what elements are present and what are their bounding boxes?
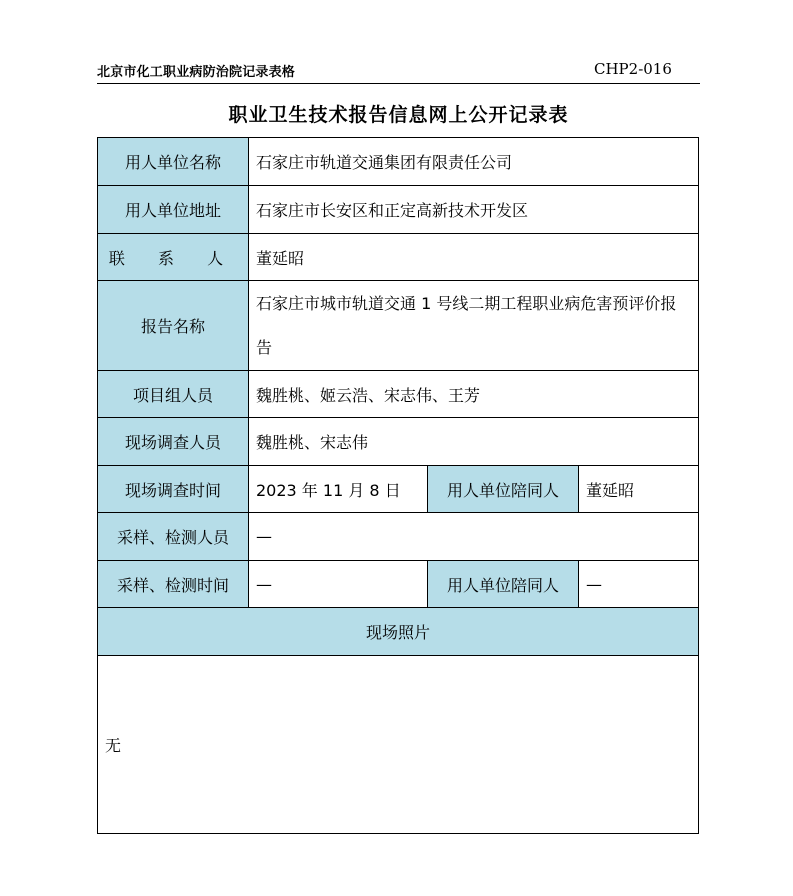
survey-time-value: 2023 年 11 月 8 日: [249, 466, 428, 513]
row-photos-header: [98, 608, 699, 656]
row-survey-time: [98, 466, 699, 513]
form-organization: 北京市化工职业病防治院记录表格: [97, 65, 296, 80]
photos-label: 现场照片: [98, 608, 699, 656]
row-sampling-time: [98, 561, 699, 608]
row-report-name: [98, 281, 699, 371]
header-divider: [97, 83, 700, 84]
contact-label: 联 系 人: [98, 234, 249, 281]
sampling-staff-label: 采样、检测人员: [98, 513, 249, 561]
row-survey-staff: [98, 418, 699, 466]
survey-time-label: 现场调查时间: [98, 466, 249, 513]
contact-value: 董延昭: [249, 234, 699, 281]
employer-name-value: 石家庄市轨道交通集团有限责任公司: [249, 138, 699, 186]
team-value: 魏胜桃、姬云浩、宋志伟、王芳: [249, 371, 699, 418]
row-employer-address: [98, 186, 699, 234]
sampling-staff-value: —: [249, 513, 699, 561]
sampling-companion-value: —: [579, 561, 699, 608]
employer-name-label: 用人单位名称: [98, 138, 249, 186]
row-team: [98, 371, 699, 418]
sampling-companion-label: 用人单位陪同人: [428, 561, 579, 608]
survey-staff-label: 现场调查人员: [98, 418, 249, 466]
row-photos-body: [98, 656, 699, 834]
document-title: 职业卫生技术报告信息网上公开记录表: [228, 104, 569, 126]
record-table: [97, 137, 699, 834]
survey-staff-value: 魏胜桃、宋志伟: [249, 418, 699, 466]
row-sampling-staff: [98, 513, 699, 561]
row-contact: [98, 234, 699, 281]
employer-address-label: 用人单位地址: [98, 186, 249, 234]
survey-companion-label: 用人单位陪同人: [428, 466, 579, 513]
sampling-time-label: 采样、检测时间: [98, 561, 249, 608]
report-name-label: 报告名称: [98, 281, 249, 371]
sampling-time-value: —: [249, 561, 428, 608]
report-name-value: 石家庄市城市轨道交通 1 号线二期工程职业病危害预评价报告: [249, 281, 699, 371]
team-label: 项目组人员: [98, 371, 249, 418]
form-code: CHP2-016: [594, 60, 672, 78]
survey-companion-value: 董延昭: [579, 466, 699, 513]
row-employer-name: [98, 138, 699, 186]
employer-address-value: 石家庄市长安区和正定高新技术开发区: [249, 186, 699, 234]
photos-value: 无: [98, 656, 699, 834]
